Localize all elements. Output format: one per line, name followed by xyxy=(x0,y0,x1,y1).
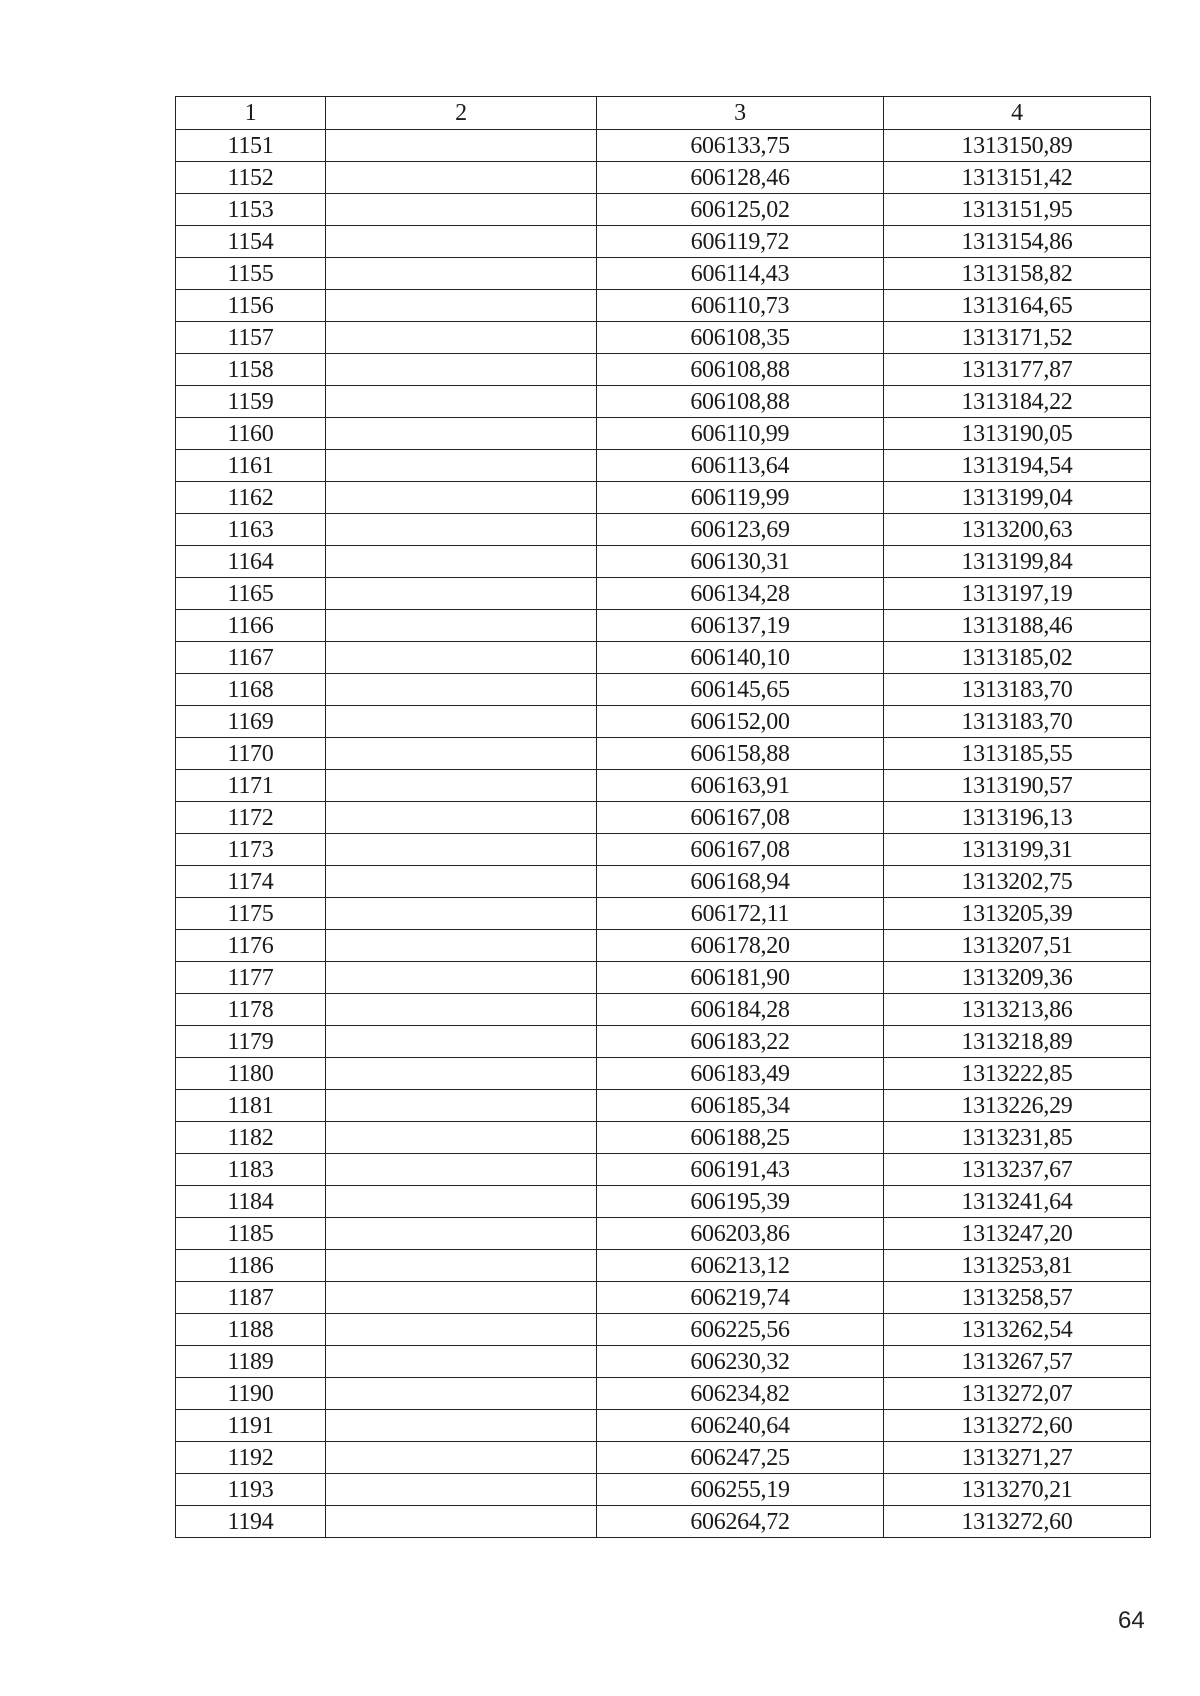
coordinate-x-cell: 606119,99 xyxy=(597,482,884,514)
coordinate-x-cell: 606108,35 xyxy=(597,322,884,354)
point-number-cell: 1187 xyxy=(176,1282,326,1314)
coordinate-y-cell: 1313183,70 xyxy=(884,674,1151,706)
coordinate-x-cell: 606128,46 xyxy=(597,162,884,194)
point-number-cell: 1157 xyxy=(176,322,326,354)
coordinate-y-cell: 1313196,13 xyxy=(884,802,1151,834)
table-body xyxy=(176,130,1151,1538)
table-row xyxy=(176,450,1151,482)
description-cell xyxy=(326,1058,597,1090)
coordinate-y-cell: 1313150,89 xyxy=(884,130,1151,162)
description-cell xyxy=(326,1282,597,1314)
coordinate-y-cell: 1313154,86 xyxy=(884,226,1151,258)
coordinate-y-cell: 1313272,60 xyxy=(884,1506,1151,1538)
coordinate-x-cell: 606152,00 xyxy=(597,706,884,738)
coordinate-x-cell: 606183,49 xyxy=(597,1058,884,1090)
coordinate-x-cell: 606219,74 xyxy=(597,1282,884,1314)
coordinate-x-cell: 606264,72 xyxy=(597,1506,884,1538)
point-number-cell: 1159 xyxy=(176,386,326,418)
coordinate-x-cell: 606172,11 xyxy=(597,898,884,930)
column-header-3: 3 xyxy=(597,97,884,130)
description-cell xyxy=(326,610,597,642)
coordinate-x-cell: 606167,08 xyxy=(597,834,884,866)
description-cell xyxy=(326,1346,597,1378)
coordinate-x-cell: 606125,02 xyxy=(597,194,884,226)
description-cell xyxy=(326,994,597,1026)
table-row xyxy=(176,898,1151,930)
point-number-cell: 1183 xyxy=(176,1154,326,1186)
coordinate-x-cell: 606183,22 xyxy=(597,1026,884,1058)
table-row xyxy=(176,130,1151,162)
table-row xyxy=(176,1442,1151,1474)
coordinate-x-cell: 606178,20 xyxy=(597,930,884,962)
table-row xyxy=(176,962,1151,994)
coordinate-x-cell: 606110,99 xyxy=(597,418,884,450)
point-number-cell: 1168 xyxy=(176,674,326,706)
table-header-row xyxy=(176,97,1151,130)
description-cell xyxy=(326,450,597,482)
table-row xyxy=(176,738,1151,770)
coordinate-x-cell: 606119,72 xyxy=(597,226,884,258)
point-number-cell: 1172 xyxy=(176,802,326,834)
description-cell xyxy=(326,802,597,834)
coordinate-x-cell: 606168,94 xyxy=(597,866,884,898)
coordinate-x-cell: 606114,43 xyxy=(597,258,884,290)
point-number-cell: 1181 xyxy=(176,1090,326,1122)
column-header-1: 1 xyxy=(176,97,326,130)
table-row xyxy=(176,706,1151,738)
table-row xyxy=(176,514,1151,546)
coordinate-x-cell: 606108,88 xyxy=(597,386,884,418)
table-row xyxy=(176,1506,1151,1538)
table-row xyxy=(176,1218,1151,1250)
table-row xyxy=(176,1250,1151,1282)
table-row xyxy=(176,1378,1151,1410)
coordinate-y-cell: 1313271,27 xyxy=(884,1442,1151,1474)
point-number-cell: 1169 xyxy=(176,706,326,738)
table-row xyxy=(176,322,1151,354)
coordinate-y-cell: 1313267,57 xyxy=(884,1346,1151,1378)
coordinate-x-cell: 606145,65 xyxy=(597,674,884,706)
table-row xyxy=(176,802,1151,834)
description-cell xyxy=(326,546,597,578)
page-number: 64 xyxy=(1118,1607,1145,1634)
coordinate-y-cell: 1313199,04 xyxy=(884,482,1151,514)
table-row xyxy=(176,226,1151,258)
table-row xyxy=(176,354,1151,386)
coordinate-x-cell: 606240,64 xyxy=(597,1410,884,1442)
coordinate-x-cell: 606137,19 xyxy=(597,610,884,642)
point-number-cell: 1158 xyxy=(176,354,326,386)
coordinate-y-cell: 1313247,20 xyxy=(884,1218,1151,1250)
coordinate-y-cell: 1313253,81 xyxy=(884,1250,1151,1282)
coordinate-y-cell: 1313185,55 xyxy=(884,738,1151,770)
description-cell xyxy=(326,1410,597,1442)
description-cell xyxy=(326,1122,597,1154)
point-number-cell: 1189 xyxy=(176,1346,326,1378)
description-cell xyxy=(326,1378,597,1410)
table-row xyxy=(176,770,1151,802)
coordinate-y-cell: 1313188,46 xyxy=(884,610,1151,642)
coordinate-x-cell: 606163,91 xyxy=(597,770,884,802)
point-number-cell: 1167 xyxy=(176,642,326,674)
description-cell xyxy=(326,1474,597,1506)
coordinate-x-cell: 606247,25 xyxy=(597,1442,884,1474)
table-row xyxy=(176,386,1151,418)
point-number-cell: 1184 xyxy=(176,1186,326,1218)
description-cell xyxy=(326,738,597,770)
table-row xyxy=(176,930,1151,962)
coordinate-x-cell: 606191,43 xyxy=(597,1154,884,1186)
description-cell xyxy=(326,194,597,226)
coordinate-y-cell: 1313185,02 xyxy=(884,642,1151,674)
table-row xyxy=(176,162,1151,194)
point-number-cell: 1156 xyxy=(176,290,326,322)
coordinate-x-cell: 606130,31 xyxy=(597,546,884,578)
point-number-cell: 1161 xyxy=(176,450,326,482)
coordinate-y-cell: 1313151,95 xyxy=(884,194,1151,226)
point-number-cell: 1171 xyxy=(176,770,326,802)
description-cell xyxy=(326,866,597,898)
coordinate-x-cell: 606184,28 xyxy=(597,994,884,1026)
point-number-cell: 1164 xyxy=(176,546,326,578)
point-number-cell: 1176 xyxy=(176,930,326,962)
point-number-cell: 1180 xyxy=(176,1058,326,1090)
point-number-cell: 1153 xyxy=(176,194,326,226)
table-row xyxy=(176,834,1151,866)
coordinate-x-cell: 606188,25 xyxy=(597,1122,884,1154)
coordinate-x-cell: 606123,69 xyxy=(597,514,884,546)
coordinate-y-cell: 1313199,84 xyxy=(884,546,1151,578)
table-row xyxy=(176,1186,1151,1218)
table-row xyxy=(176,194,1151,226)
point-number-cell: 1188 xyxy=(176,1314,326,1346)
table-row xyxy=(176,1154,1151,1186)
point-number-cell: 1192 xyxy=(176,1442,326,1474)
table-row xyxy=(176,1346,1151,1378)
coordinate-x-cell: 606195,39 xyxy=(597,1186,884,1218)
description-cell xyxy=(326,258,597,290)
coordinate-x-cell: 606230,32 xyxy=(597,1346,884,1378)
table-row xyxy=(176,258,1151,290)
table-row xyxy=(176,1058,1151,1090)
description-cell xyxy=(326,1218,597,1250)
description-cell xyxy=(326,1506,597,1538)
table-row xyxy=(176,610,1151,642)
coordinate-y-cell: 1313207,51 xyxy=(884,930,1151,962)
coordinate-y-cell: 1313262,54 xyxy=(884,1314,1151,1346)
description-cell xyxy=(326,1154,597,1186)
coordinate-x-cell: 606167,08 xyxy=(597,802,884,834)
table-row xyxy=(176,866,1151,898)
coordinate-y-cell: 1313158,82 xyxy=(884,258,1151,290)
table-row xyxy=(176,578,1151,610)
description-cell xyxy=(326,322,597,354)
point-number-cell: 1162 xyxy=(176,482,326,514)
coordinate-x-cell: 606113,64 xyxy=(597,450,884,482)
table-row xyxy=(176,1314,1151,1346)
coordinate-x-cell: 606203,86 xyxy=(597,1218,884,1250)
description-cell xyxy=(326,1442,597,1474)
table-row xyxy=(176,674,1151,706)
description-cell xyxy=(326,130,597,162)
description-cell xyxy=(326,482,597,514)
description-cell xyxy=(326,354,597,386)
description-cell xyxy=(326,1314,597,1346)
point-number-cell: 1174 xyxy=(176,866,326,898)
table-row xyxy=(176,1410,1151,1442)
coordinate-y-cell: 1313237,67 xyxy=(884,1154,1151,1186)
point-number-cell: 1155 xyxy=(176,258,326,290)
table-row xyxy=(176,1090,1151,1122)
point-number-cell: 1179 xyxy=(176,1026,326,1058)
table-row xyxy=(176,546,1151,578)
point-number-cell: 1170 xyxy=(176,738,326,770)
coordinate-y-cell: 1313272,07 xyxy=(884,1378,1151,1410)
description-cell xyxy=(326,1250,597,1282)
description-cell xyxy=(326,962,597,994)
coordinate-x-cell: 606134,28 xyxy=(597,578,884,610)
description-cell xyxy=(326,226,597,258)
coordinate-y-cell: 1313171,52 xyxy=(884,322,1151,354)
description-cell xyxy=(326,1026,597,1058)
coordinate-y-cell: 1313222,85 xyxy=(884,1058,1151,1090)
description-cell xyxy=(326,162,597,194)
description-cell xyxy=(326,642,597,674)
description-cell xyxy=(326,578,597,610)
table-row xyxy=(176,290,1151,322)
coordinate-y-cell: 1313200,63 xyxy=(884,514,1151,546)
table-row xyxy=(176,642,1151,674)
coordinate-table xyxy=(175,96,1151,1538)
point-number-cell: 1175 xyxy=(176,898,326,930)
coordinate-x-cell: 606255,19 xyxy=(597,1474,884,1506)
description-cell xyxy=(326,930,597,962)
coordinate-y-cell: 1313218,89 xyxy=(884,1026,1151,1058)
point-number-cell: 1173 xyxy=(176,834,326,866)
coordinate-y-cell: 1313177,87 xyxy=(884,354,1151,386)
point-number-cell: 1193 xyxy=(176,1474,326,1506)
coordinate-x-cell: 606140,10 xyxy=(597,642,884,674)
coordinate-y-cell: 1313190,05 xyxy=(884,418,1151,450)
coordinate-y-cell: 1313258,57 xyxy=(884,1282,1151,1314)
coordinate-x-cell: 606108,88 xyxy=(597,354,884,386)
description-cell xyxy=(326,834,597,866)
point-number-cell: 1160 xyxy=(176,418,326,450)
description-cell xyxy=(326,770,597,802)
coordinate-x-cell: 606181,90 xyxy=(597,962,884,994)
coordinate-y-cell: 1313209,36 xyxy=(884,962,1151,994)
coordinate-y-cell: 1313199,31 xyxy=(884,834,1151,866)
table-row xyxy=(176,994,1151,1026)
coordinate-x-cell: 606213,12 xyxy=(597,1250,884,1282)
description-cell xyxy=(326,1186,597,1218)
coordinate-x-cell: 606133,75 xyxy=(597,130,884,162)
point-number-cell: 1152 xyxy=(176,162,326,194)
description-cell xyxy=(326,418,597,450)
coordinate-y-cell: 1313226,29 xyxy=(884,1090,1151,1122)
point-number-cell: 1177 xyxy=(176,962,326,994)
description-cell xyxy=(326,514,597,546)
point-number-cell: 1166 xyxy=(176,610,326,642)
column-header-4: 4 xyxy=(884,97,1151,130)
point-number-cell: 1182 xyxy=(176,1122,326,1154)
coordinate-y-cell: 1313241,64 xyxy=(884,1186,1151,1218)
point-number-cell: 1165 xyxy=(176,578,326,610)
coordinate-y-cell: 1313231,85 xyxy=(884,1122,1151,1154)
point-number-cell: 1154 xyxy=(176,226,326,258)
coordinate-y-cell: 1313194,54 xyxy=(884,450,1151,482)
table-row xyxy=(176,1282,1151,1314)
point-number-cell: 1151 xyxy=(176,130,326,162)
coordinate-y-cell: 1313213,86 xyxy=(884,994,1151,1026)
description-cell xyxy=(326,290,597,322)
point-number-cell: 1190 xyxy=(176,1378,326,1410)
coordinate-x-cell: 606225,56 xyxy=(597,1314,884,1346)
coordinate-x-cell: 606110,73 xyxy=(597,290,884,322)
coordinate-y-cell: 1313164,65 xyxy=(884,290,1151,322)
point-number-cell: 1185 xyxy=(176,1218,326,1250)
coordinate-x-cell: 606185,34 xyxy=(597,1090,884,1122)
coordinate-y-cell: 1313151,42 xyxy=(884,162,1151,194)
coordinate-y-cell: 1313190,57 xyxy=(884,770,1151,802)
coordinate-y-cell: 1313270,21 xyxy=(884,1474,1151,1506)
description-cell xyxy=(326,674,597,706)
point-number-cell: 1186 xyxy=(176,1250,326,1282)
column-header-2: 2 xyxy=(326,97,597,130)
point-number-cell: 1191 xyxy=(176,1410,326,1442)
coordinate-x-cell: 606234,82 xyxy=(597,1378,884,1410)
coordinate-y-cell: 1313183,70 xyxy=(884,706,1151,738)
coordinate-y-cell: 1313205,39 xyxy=(884,898,1151,930)
table-row xyxy=(176,1122,1151,1154)
description-cell xyxy=(326,706,597,738)
coordinate-y-cell: 1313272,60 xyxy=(884,1410,1151,1442)
table-row xyxy=(176,1474,1151,1506)
table-row xyxy=(176,482,1151,514)
point-number-cell: 1178 xyxy=(176,994,326,1026)
description-cell xyxy=(326,386,597,418)
coordinate-y-cell: 1313184,22 xyxy=(884,386,1151,418)
coordinate-y-cell: 1313197,19 xyxy=(884,578,1151,610)
description-cell xyxy=(326,898,597,930)
coordinate-x-cell: 606158,88 xyxy=(597,738,884,770)
table-row xyxy=(176,1026,1151,1058)
table-row xyxy=(176,418,1151,450)
coordinate-y-cell: 1313202,75 xyxy=(884,866,1151,898)
description-cell xyxy=(326,1090,597,1122)
point-number-cell: 1194 xyxy=(176,1506,326,1538)
coordinate-table-container xyxy=(175,96,1150,1538)
point-number-cell: 1163 xyxy=(176,514,326,546)
